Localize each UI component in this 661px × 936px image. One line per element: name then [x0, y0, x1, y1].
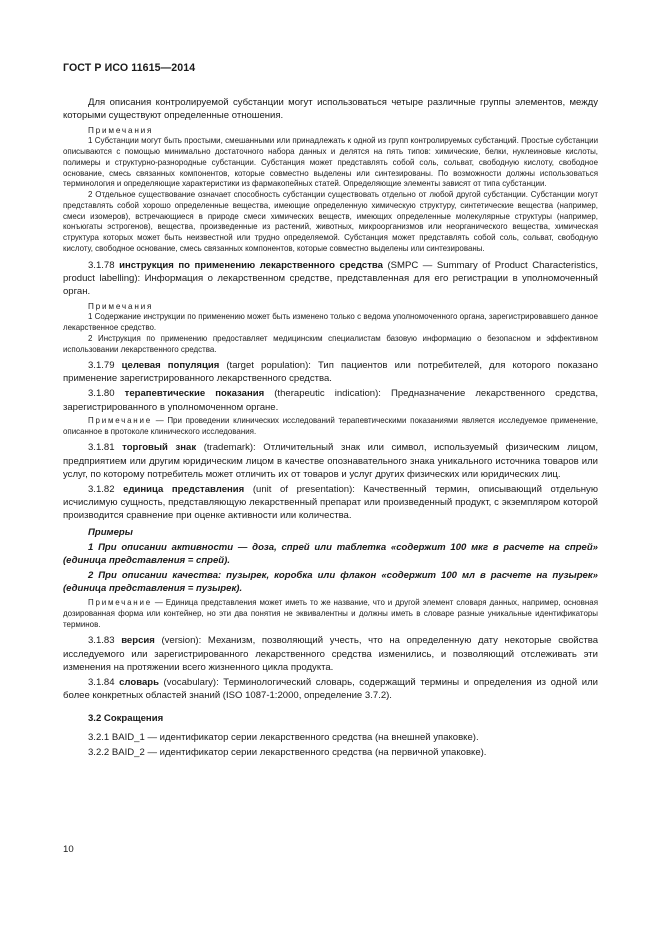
term-number: 3.1.79 [88, 360, 115, 372]
term-name: терапевтические показания [124, 388, 265, 400]
notes-title: Примечания [88, 302, 154, 312]
term-number: 3.1.82 [88, 483, 115, 495]
note-text: — При проведении клинических исследований терапевтическими показаниями является исследуемое применение, описанное в протоколе клинического исследования. [63, 415, 598, 436]
term-3-1-79 [63, 359, 598, 385]
note-label: Примечание [88, 598, 152, 608]
term-definition: (therapeutic indication): Предназначение лекарственного средства, зарегистрированного в уполномоченном органе. [63, 388, 599, 413]
term-definition: (unit of presentation): Качественный термин, описывающий отдельную исчислимую сущность, представляющую лекарственный препарат или произведенный продукт, с экземпляром которой производится сравнение при оценке активности или количества. [63, 483, 598, 522]
note-item: 2 Отдельное существование означает способность субстанции существовать отдельно от любой другой субстанции. Субстанции могут представлять собой хорошо определенные вещества, имеющие определенную химическую структуру, синтетические вещества (например, смеси изомеров), встречающиеся в природе смеси химических веществ, имеющих определенные молекулярные структуры (например, конъюгаты эстрогенов), вещества, произведенные из растений, животных, микроорганизмов или неорганического вещества, химическая структура которых может быть неизвестной или трудно определяемой. Субстанция может представлять собой соль, сольват, свободную кислоту, свободное основание, смесь связанных компонентов, которые совместно выделены или синтезированы. [63, 190, 598, 253]
abbreviation-item: 3.2.2 BAID_2 — идентификатор серии лекарственного средства (на первичной упаковке). [88, 747, 487, 759]
term-name: целевая популяция [121, 360, 220, 372]
term-name: версия [121, 635, 155, 647]
notes-title: Примечания [88, 126, 154, 136]
note-label: Примечание [88, 415, 152, 425]
term-definition: (target population): Тип пациентов или потребителей, для которого показано применение зарегистрированного лекарственного средства. [63, 360, 599, 385]
term-definition: (trademark): Отличительный знак или символ, используемый физическим лицом, предприятием или другим юридическим лицом в качестве опознавательного знака уникального источника товаров или услуг, по которому потребитель может отличить их от товаров и услуг других физических или юридических лиц. [63, 442, 598, 480]
term-3-1-81 [63, 441, 598, 481]
example-item: 1 При описании активности — доза, спрей или таблетка «содержит 100 мкг в расчете на спрей» (единица представления = спрей). [63, 541, 598, 566]
term-definition: (vocabulary): Терминологический словарь, содержащий термины и определения из одной или более конкретных областей знаний (ISO 1087-1:2000, определение 3.7.2). [63, 676, 598, 702]
example-item: 2 При описании качества: пузырек, коробка или флакон «содержит 100 мл в расчете на пузырек» (единица представления = пузырек). [63, 569, 598, 594]
term-3-1-78 [63, 259, 598, 299]
term-definition: (SMPC — Summary of Product Characteristics, product labelling): Информация о лекарственном средстве, представленная для его регистрации в уполномоченный орган. [63, 259, 598, 298]
term-number: 3.1.80 [88, 388, 115, 400]
examples-title: Примеры [88, 527, 133, 539]
term-number: 3.1.83 [88, 635, 115, 647]
section-heading: 3.2 Сокращения [88, 713, 164, 725]
intro-paragraph: Для описания контролируемой субстанции могут использоваться четыре различные группы элементов, между которыми существуют определенные отношения. [63, 97, 598, 122]
document-body [63, 96, 598, 761]
term-name: торговый знак [122, 442, 197, 454]
term-name: словарь [119, 676, 159, 688]
term-definition: (version): Механизм, позволяющий учесть, что на определенную дату некоторые свойства исследуемого или зарегистрированного лекарственного средства изменились, и позволяющий отслеживать эти изменения на протяжении всего жизненного цикла продукта. [63, 635, 599, 673]
term-3-1-80 [63, 387, 598, 413]
note-item: 1 Содержание инструкции по применению может быть изменено только с ведома уполномоченного органа, зарегистрировавшего данное лекарственное средство. [63, 312, 598, 333]
term-3-1-84 [63, 676, 598, 702]
term-number: 3.1.81 [88, 442, 115, 454]
abbreviation-item: 3.2.1 BAID_1 — идентификатор серии лекарственного средства (на внешней упаковке). [88, 732, 479, 744]
term-3-1-82 [63, 483, 598, 523]
document-header: ГОСТ Р ИСО 11615—2014 [63, 62, 196, 74]
note-item: 1 Субстанции могут быть простыми, смешанными или принадлежать к одной из групп контролируемых субстанций. Простые субстанции описываются с помощью минимально достаточного набора данных и делятся на пять типов: химические, белки, нуклеиновые кислоты, полимеры и структурно-разнородные субстанции. Субстанция может представлять собой соль, сольват, свободную кислоту, свободное основание, смесь связанных компонентов, которые совместно выделены или синтезированы. По возможности должны использоваться терминология и определяющие характеристики из фармакопейных статей. Определяющие элементы зависят от типа субстанции. [63, 136, 598, 189]
page-number: 10 [63, 844, 74, 855]
term-name: единица представления [123, 483, 245, 495]
note-paragraph [63, 598, 598, 630]
term-3-1-83 [63, 634, 598, 674]
note-item: 2 Инструкция по применению предоставляет медицинским специалистам базовую информацию о безопасном и эффективном использовании лекарственного средства. [63, 333, 598, 354]
note-text: — Единица представления может иметь то же название, что и другой элемент словаря данных, например, основная дозированная форма или контейнер, но эти два понятия не эквивалентны и должны иметь в словаре разные уникальные идентификаторы терминов. [63, 598, 598, 629]
term-number: 3.1.84 [88, 676, 115, 688]
note-paragraph [63, 416, 598, 438]
term-name: инструкция по применению лекарственного средства [119, 259, 383, 271]
term-number: 3.1.78 [88, 259, 115, 271]
